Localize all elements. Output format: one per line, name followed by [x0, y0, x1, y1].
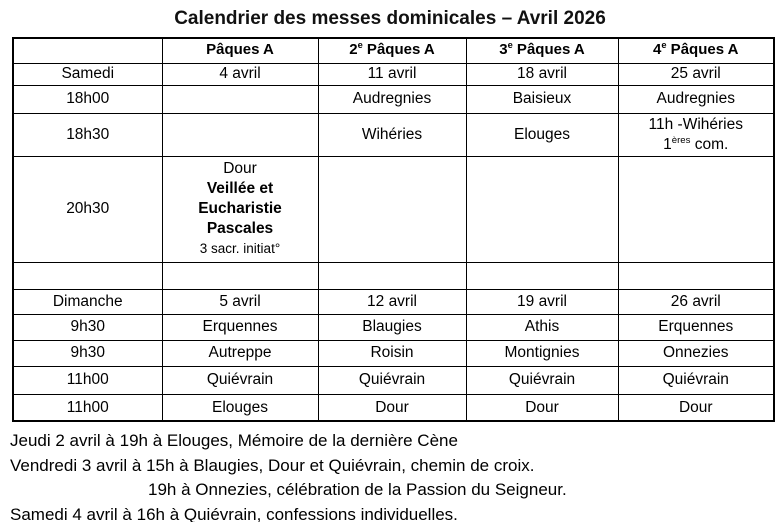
cell-line	[621, 115, 772, 135]
table-cell: Samedi	[13, 63, 162, 85]
text-run: com.	[690, 135, 729, 153]
table-cell: Blaugies	[318, 314, 466, 340]
row-9h30-a	[13, 314, 774, 340]
table-cell: Roisin	[318, 340, 466, 366]
table-cell: 9h30	[13, 314, 162, 340]
table-cell	[162, 156, 318, 262]
table-cell: 18h00	[13, 85, 162, 113]
table-cell: Elouges	[466, 113, 618, 156]
row-9h30-b	[13, 340, 774, 366]
table-cell: Dimanche	[13, 289, 162, 314]
page-title: Calendrier des messes dominicales – Avril 2026	[174, 8, 606, 29]
column-header	[162, 38, 318, 63]
table-cell: Athis	[466, 314, 618, 340]
text-run: Veillée et	[206, 180, 274, 197]
text-run: Eucharistie	[198, 200, 282, 217]
table-cell: 4 avril	[162, 63, 318, 85]
table-cell	[618, 113, 774, 156]
table-cell: Dour	[618, 394, 774, 421]
note-line: 19h à Onnezies, célébration de la Passion du Seigneur.	[148, 480, 567, 499]
note-line: Jeudi 2 avril à 19h à Elouges, Mémoire de la dernière Cène	[10, 431, 458, 450]
text-run: Pâques A	[512, 41, 585, 59]
table-cell	[618, 262, 774, 289]
table-cell: Audregnies	[318, 85, 466, 113]
text-run: 3	[499, 41, 508, 59]
table-cell: 18 avril	[466, 63, 618, 85]
column-header	[13, 38, 162, 63]
note-line: Vendredi 3 avril à 15h à Blaugies, Dour et Quiévrain, chemin de croix.	[10, 455, 535, 475]
table-cell: Onnezies	[618, 340, 774, 366]
superscript-text: e	[507, 40, 513, 51]
mass-schedule-table	[12, 37, 775, 422]
table-cell: 11 avril	[318, 63, 466, 85]
text-run: Pâques A	[666, 41, 739, 59]
superscript-text: e	[357, 40, 363, 51]
table-cell: 19 avril	[466, 289, 618, 314]
table-cell	[466, 156, 618, 262]
note-line: Samedi 4 avril à 16h à Quiévrain, confessions individuelles.	[10, 504, 458, 522]
table-cell: Erquennes	[618, 314, 774, 340]
header-row	[13, 38, 774, 63]
row-20h30	[13, 156, 774, 262]
text-run: Pâques A	[362, 41, 435, 59]
table-cell: Erquennes	[162, 314, 318, 340]
superscript-text: e	[661, 40, 667, 51]
table-cell	[318, 262, 466, 289]
table-cell	[162, 262, 318, 289]
table-cell: 18h30	[13, 113, 162, 156]
table-cell	[618, 156, 774, 262]
cell-line	[165, 159, 316, 179]
table-cell	[318, 156, 466, 262]
table-cell: 25 avril	[618, 63, 774, 85]
cell-line	[165, 239, 316, 259]
table-cell	[466, 262, 618, 289]
text-run: Pascales	[206, 220, 274, 237]
table-cell: Autreppe	[162, 340, 318, 366]
row-11h00-b	[13, 394, 774, 421]
table-cell	[162, 85, 318, 113]
table-cell: Audregnies	[618, 85, 774, 113]
text-run: Pâques A	[206, 41, 274, 59]
notes-section	[10, 429, 780, 522]
column-header	[618, 38, 774, 63]
table-cell: Montignies	[466, 340, 618, 366]
column-header	[318, 38, 466, 63]
table-cell: Quiévrain	[162, 366, 318, 394]
cell-line	[165, 199, 316, 219]
table-cell	[13, 262, 162, 289]
table-cell: Quiévrain	[618, 366, 774, 394]
cell-line	[165, 219, 316, 239]
table-cell: 20h30	[13, 156, 162, 262]
dimanche-dates-row	[13, 289, 774, 314]
table-cell: 9h30	[13, 340, 162, 366]
superscript-text: ères	[671, 134, 691, 146]
text-run: 3 sacr. initiat°	[199, 241, 281, 256]
table-cell: Quiévrain	[466, 366, 618, 394]
table-cell: 11h00	[13, 394, 162, 421]
table-cell: 26 avril	[618, 289, 774, 314]
cell-line	[165, 179, 316, 199]
table-cell: 5 avril	[162, 289, 318, 314]
table-cell: Dour	[318, 394, 466, 421]
row-11h00-a	[13, 366, 774, 394]
cell-line	[621, 135, 772, 155]
table-cell: Elouges	[162, 394, 318, 421]
text-run: 2	[349, 41, 358, 59]
table-cell: Wihéries	[318, 113, 466, 156]
text-run: 11h -Wihéries	[648, 115, 743, 133]
text-run: 1	[663, 135, 672, 153]
table-cell: Dour	[466, 394, 618, 421]
table-cell: 12 avril	[318, 289, 466, 314]
column-header	[466, 38, 618, 63]
table-cell: Baisieux	[466, 85, 618, 113]
row-18h00	[13, 85, 774, 113]
empty-row	[13, 262, 774, 289]
text-run: 4	[653, 41, 662, 59]
table-cell: 11h00	[13, 366, 162, 394]
table-cell: Quiévrain	[318, 366, 466, 394]
text-run: Dour	[223, 160, 257, 177]
samedi-dates-row	[13, 63, 774, 85]
row-18h30	[13, 113, 774, 156]
table-cell	[162, 113, 318, 156]
